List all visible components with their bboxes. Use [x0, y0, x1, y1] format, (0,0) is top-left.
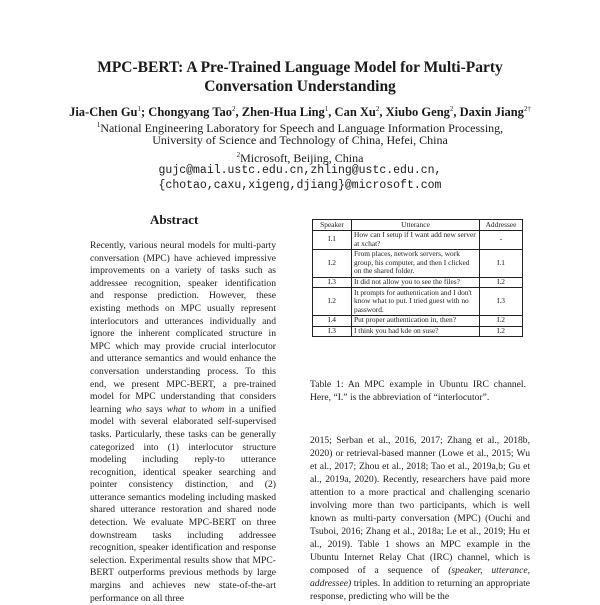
col-utterance: Utterance: [352, 220, 480, 231]
table-row: I.3 I think you had kde on suse? I.2: [313, 326, 523, 337]
table-row: I.2 It prompts for authentication and I don't know what to put. I tried guest with no password. I.3: [313, 288, 523, 316]
table-row: I.1 How can I setup if I want add new server at xchat? -: [313, 230, 523, 249]
affiliation-2: $^2$Microsoft, Beijing, China: [236, 151, 364, 165]
author: Xiubo Geng$^2$,: [385, 105, 460, 120]
author: Zhen-Hua Ling$^1$,: [241, 105, 335, 120]
author: Daxin Jiang$^{2\dagger}$: [459, 105, 531, 120]
abstract-body: Recently, various neural models for multi-party conversation (MPC) have achieved impressive improvements on a variety of tasks such as addressee recognition, speaker identification and response prediction. However, these existing methods on MPC usually represent interlocutors and utterances individually and ignore the inherent complicated structure in MPC which may provide crucial interlocutor and utterance semantics and would enhance the conversation understanding process. To this end, we present MPC-BERT, a pre-trained model for MPC understanding that considers learning who says what to whom in a unified model with several elaborated self-supervised tasks. Particularly, these tasks can be generally categorized into (1) interlocutor structure modeling including reply-to utterance recognition, identical speaker searching and pointer consistency distinction, and (2) utterance semantics modeling including masked shared utterance restoration and shared node detection. We evaluate MPC-BERT on three downstream tasks including addressee recognition, speaker identification and response selection. Experimental results show that MPC-BERT outperforms previous methods by large margins and achieves new state-of-the-art performance on all three: [90, 240, 276, 604]
body-paragraph: 2015; Serban et al., 2016, 2017; Zhang et al., 2018b, 2020) or retrieval-based manner (Lowe et al., 2015; Wu et al., 2017; Zhou et al., 2018; Tao et al., 2019a,b; Gu et al., 2019a, 2020). Recently, researchers have paid more attention to a more practical and challenging scenario involving more than two participants, which is well known as multi-party conversation (MPC) (Ouchi and Tsuboi, 2016; Zhang et al., 2018a; Le et al., 2019; Hu et al., 2019). Table 1 shows an MPC example in the Ubuntu Internet Relay Chat (IRC) channel, which is composed of a sequence of (speaker, utterance, addressee) triples. In addition to returning an appropriate response, predicting who will be the: [310, 435, 530, 602]
abstract-heading: Abstract: [150, 212, 199, 227]
col-addressee: Addressee: [480, 220, 523, 231]
email-line-1: gujc@mail.ustc.edu.cn,zhling@ustc.edu.cn,: [158, 164, 442, 177]
title-line-2: Conversation Understanding: [204, 78, 396, 95]
paper-title: [40, 58, 560, 96]
table-row: I.4 Put proper authentication in, then? I.2: [313, 315, 523, 326]
table-row: I.2 From places, network servers, work group, his computer, and then I clicked on the shared folder. I.1: [313, 249, 523, 277]
table-row: I.3 It did not allow you to see the files? I.2: [313, 277, 523, 288]
table-caption: Table 1: An MPC example in Ubuntu IRC channel. Here, “I.” is the abbreviation of “interlocutor”.: [310, 379, 526, 403]
author: Can Xu$^2$,: [334, 105, 386, 120]
title-line-1: MPC-BERT: A Pre-Trained Language Model for Multi-Party: [97, 59, 503, 76]
author: Jia-Chen Gu$^1$;: [69, 105, 149, 120]
table-header-row: [313, 220, 523, 231]
author: Chongyang Tao$^2$,: [148, 105, 242, 120]
affiliation-1-line-2: University of Science and Technology of China, Hefei, China: [152, 133, 448, 147]
email-line-2: {chotao,caxu,xigeng,djiang}@microsoft.com: [158, 179, 442, 192]
col-speaker: Speaker: [313, 220, 352, 231]
affiliation-1-line-1: $^1$National Engineering Laboratory for Speech and Language Information Processing,: [96, 121, 504, 135]
mpc-example-table: [312, 219, 523, 337]
